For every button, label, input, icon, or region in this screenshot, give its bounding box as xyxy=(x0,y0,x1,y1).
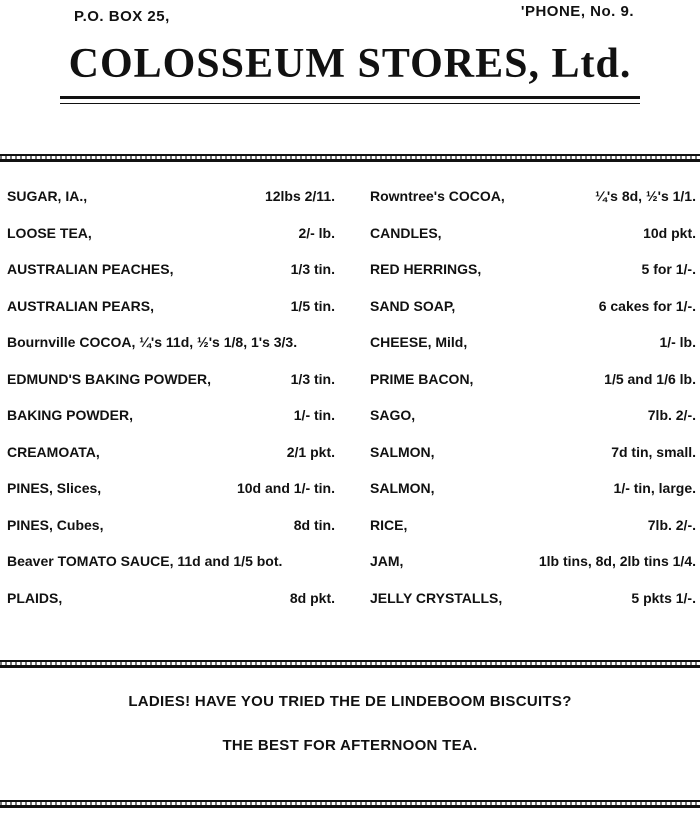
item-price: 10d pkt. xyxy=(643,224,696,241)
item-price: 7d tin, small. xyxy=(611,443,696,460)
item-name: JAM, xyxy=(370,553,404,570)
item-price: 1lb tins, 8d, 2lb tins 1/4. xyxy=(538,553,696,570)
price-list-row xyxy=(370,361,696,398)
item-name: PRIME BACON, xyxy=(370,370,474,387)
item-price: ¼'s 8d, ½'s 1/1. xyxy=(595,188,696,205)
po-box: P.O. BOX 25, xyxy=(74,8,170,25)
item-name: RED HERRINGS, xyxy=(370,261,482,278)
price-list-row xyxy=(370,288,696,325)
title-underline-thick xyxy=(60,96,640,99)
price-list-row xyxy=(370,434,696,471)
item-name: SAND SOAP, xyxy=(370,297,456,314)
price-list-row xyxy=(7,470,335,507)
price-list-row xyxy=(370,251,696,288)
item-price: 8d tin. xyxy=(293,516,335,533)
item-price: 2/1 pkt. xyxy=(286,443,335,460)
price-list-row xyxy=(370,397,696,434)
item-name: Rowntree's COCOA, xyxy=(370,188,505,205)
item-name: SAGO, xyxy=(370,407,416,424)
price-list-row xyxy=(7,288,335,325)
price-list-row xyxy=(370,580,696,617)
top-border-band xyxy=(0,154,700,162)
item-price: 1/- lb. xyxy=(659,334,696,351)
item-name: JELLY CRYSTALLS, xyxy=(370,589,503,606)
bottom-border-band xyxy=(0,800,700,808)
item-name: SALMON, xyxy=(370,480,435,497)
price-list-left xyxy=(7,178,335,616)
footer-tagline: THE BEST FOR AFTERNOON TEA. xyxy=(222,737,478,754)
item-name: PINES, Cubes, xyxy=(7,516,104,533)
title-underline-thin xyxy=(60,103,640,104)
item-price: 10d and 1/- tin. xyxy=(236,480,335,497)
item-price: 7lb. 2/-. xyxy=(647,516,696,533)
item-name: AUSTRALIAN PEARS, xyxy=(7,297,155,314)
price-list-row xyxy=(7,215,335,252)
item-name: CREAMOATA, xyxy=(7,443,100,460)
price-list-row xyxy=(7,324,335,361)
price-list-row xyxy=(7,251,335,288)
item-name: SALMON, xyxy=(370,443,435,460)
item-price: 1/3 tin. xyxy=(290,370,335,387)
item-name: PLAIDS, xyxy=(7,589,63,606)
item-name: Bournville COCOA, ¼'s 11d, ½'s 1/8, 1's 3/3. xyxy=(7,334,298,351)
item-name: CANDLES, xyxy=(370,224,442,241)
item-price: 7lb. 2/-. xyxy=(647,407,696,424)
item-price: 6 cakes for 1/-. xyxy=(598,297,696,314)
item-name: SUGAR, IA., xyxy=(7,188,88,205)
price-list-row xyxy=(370,215,696,252)
price-list-row xyxy=(7,580,335,617)
item-price: 1/- tin. xyxy=(293,407,335,424)
item-name: LOOSE TEA, xyxy=(7,224,92,241)
item-name: AUSTRALIAN PEACHES, xyxy=(7,261,174,278)
footer-question: LADIES! HAVE YOU TRIED THE DE LINDEBOOM BISCUITS? xyxy=(128,693,572,710)
item-price: 8d pkt. xyxy=(289,589,335,606)
price-list-row xyxy=(7,361,335,398)
price-list-row xyxy=(370,470,696,507)
item-name: RICE, xyxy=(370,516,408,533)
price-list-row xyxy=(7,507,335,544)
price-list-row xyxy=(370,507,696,544)
item-name: Beaver TOMATO SAUCE, 11d and 1/5 bot. xyxy=(7,553,283,570)
item-price: 5 pkts 1/-. xyxy=(631,589,696,606)
price-list-row xyxy=(370,543,696,580)
item-price: 1/- tin, large. xyxy=(613,480,696,497)
item-price: 5 for 1/-. xyxy=(641,261,696,278)
item-price: 1/5 tin. xyxy=(290,297,335,314)
item-name: CHEESE, Mild, xyxy=(370,334,468,351)
item-name: BAKING POWDER, xyxy=(7,407,133,424)
price-list-row xyxy=(7,434,335,471)
price-list-row xyxy=(7,543,335,580)
store-name: COLOSSEUM STORES, Ltd. xyxy=(68,41,632,87)
price-list-right xyxy=(370,178,696,616)
item-price: 1/3 tin. xyxy=(290,261,335,278)
middle-border-band xyxy=(0,660,700,668)
price-list-row xyxy=(7,397,335,434)
price-list-row xyxy=(370,324,696,361)
price-list-row xyxy=(370,178,696,215)
item-price: 12lbs 2/11. xyxy=(264,188,335,205)
price-list-row xyxy=(7,178,335,215)
item-name: EDMUND'S BAKING POWDER, xyxy=(7,370,211,387)
item-price: 1/5 and 1/6 lb. xyxy=(604,370,696,387)
item-price: 2/- lb. xyxy=(298,224,335,241)
phone-number: 'PHONE, No. 9. xyxy=(520,3,634,20)
item-name: PINES, Slices, xyxy=(7,480,102,497)
